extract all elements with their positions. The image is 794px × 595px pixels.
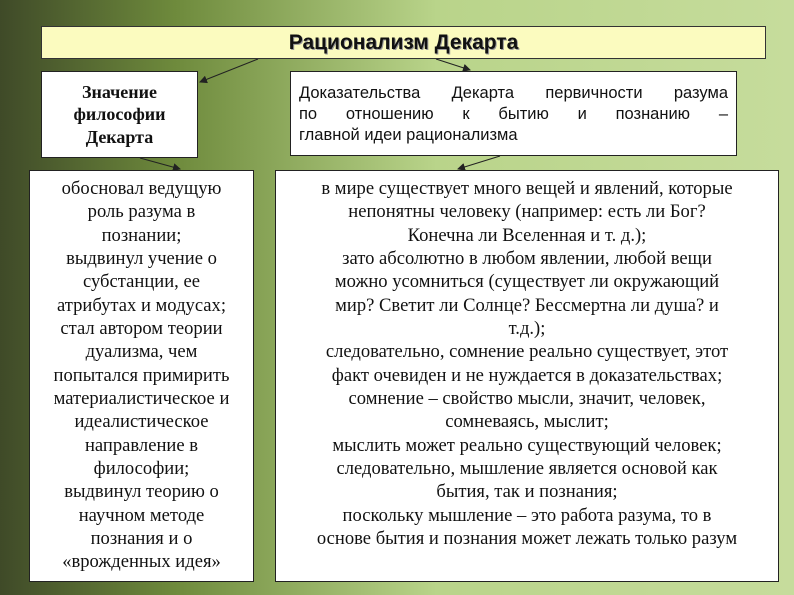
left-body-line: субстанции, ее — [83, 271, 200, 293]
right-body-line: непонятны человеку (например: есть ли Бог? — [348, 201, 706, 223]
left-body-line: роль разума в — [87, 201, 196, 223]
arrow-title-to-right-header — [436, 59, 470, 70]
right-header-line: главной идеи рационализма — [299, 126, 518, 145]
left-body-line: «врожденных идея» — [62, 551, 221, 573]
left-body-line: обосновал ведущую — [61, 178, 222, 199]
right-body-line: сомнение – свойство мысли, значит, человек, — [348, 387, 706, 409]
arrow-left-header-to-left-body — [140, 158, 180, 169]
right-body-line: следовательно, сомнение реально существует, этот — [325, 341, 729, 363]
left-body-line: направление в — [84, 434, 199, 456]
left-body-line: стал автором теории — [60, 317, 223, 339]
left-body-line: познании; — [101, 224, 182, 246]
left-body-line: выдвинул теорию о — [64, 481, 219, 503]
right-body-line: следовательно, мышление является основой как — [336, 457, 718, 479]
arrow-title-to-left-header — [200, 59, 258, 82]
left-body-line: научном методе — [78, 504, 205, 526]
left-body-line: материалистическое и — [53, 387, 230, 409]
right-body-line: бытия, так и познания; — [436, 481, 618, 503]
left-header-line: философии — [73, 104, 166, 125]
right-body-line: т.д.); — [508, 317, 546, 339]
left-body-line: идеалистическое — [74, 411, 209, 433]
left-header-line: Значение — [81, 81, 157, 102]
right-header-line: по отношению к бытию и познанию – — [299, 105, 728, 124]
left-header-box — [41, 71, 198, 158]
right-body-line: Конечна ли Вселенная и т. д.); — [407, 224, 647, 246]
right-body-line: мыслить может реально существующий человек; — [332, 434, 722, 456]
right-body-line: факт очевиден и не нуждается в доказательствах; — [331, 364, 723, 386]
left-body-line: атрибутах и модусах; — [56, 294, 227, 316]
left-body-line: дуализма, чем — [85, 341, 198, 363]
left-header-text — [73, 81, 165, 149]
left-body-box — [29, 170, 254, 582]
left-body-line: попытался примирить — [53, 364, 230, 386]
right-body-box — [275, 170, 779, 582]
arrow-right-header-to-right-body — [458, 156, 500, 169]
left-body-line: познания и о — [90, 527, 193, 549]
right-header-line: Доказательства Декарта первичности разума — [299, 84, 728, 102]
left-body-line: выдвинул учение о — [66, 247, 217, 269]
right-body-line: зато абсолютно в любом явлении, любой вещи — [342, 247, 712, 269]
right-body-line: основе бытия и познания может лежать только разум — [316, 527, 738, 549]
left-header-line: Декарта — [85, 126, 154, 147]
left-body-line: философии; — [93, 457, 190, 479]
right-body-line: можно усомниться (существует ли окружающий — [334, 271, 720, 293]
right-header-box — [290, 71, 737, 156]
page-title: Рационализм Декарта — [41, 26, 766, 59]
right-body-line: поскольку мышление – это работа разума, то в — [342, 504, 712, 526]
right-body-line: в мире существует много вещей и явлений, которые — [321, 178, 733, 199]
right-body-line: сомневаясь, мыслит; — [445, 411, 609, 433]
right-body-line: мир? Светит ли Солнце? Бессмертна ли душа? и — [335, 294, 719, 316]
